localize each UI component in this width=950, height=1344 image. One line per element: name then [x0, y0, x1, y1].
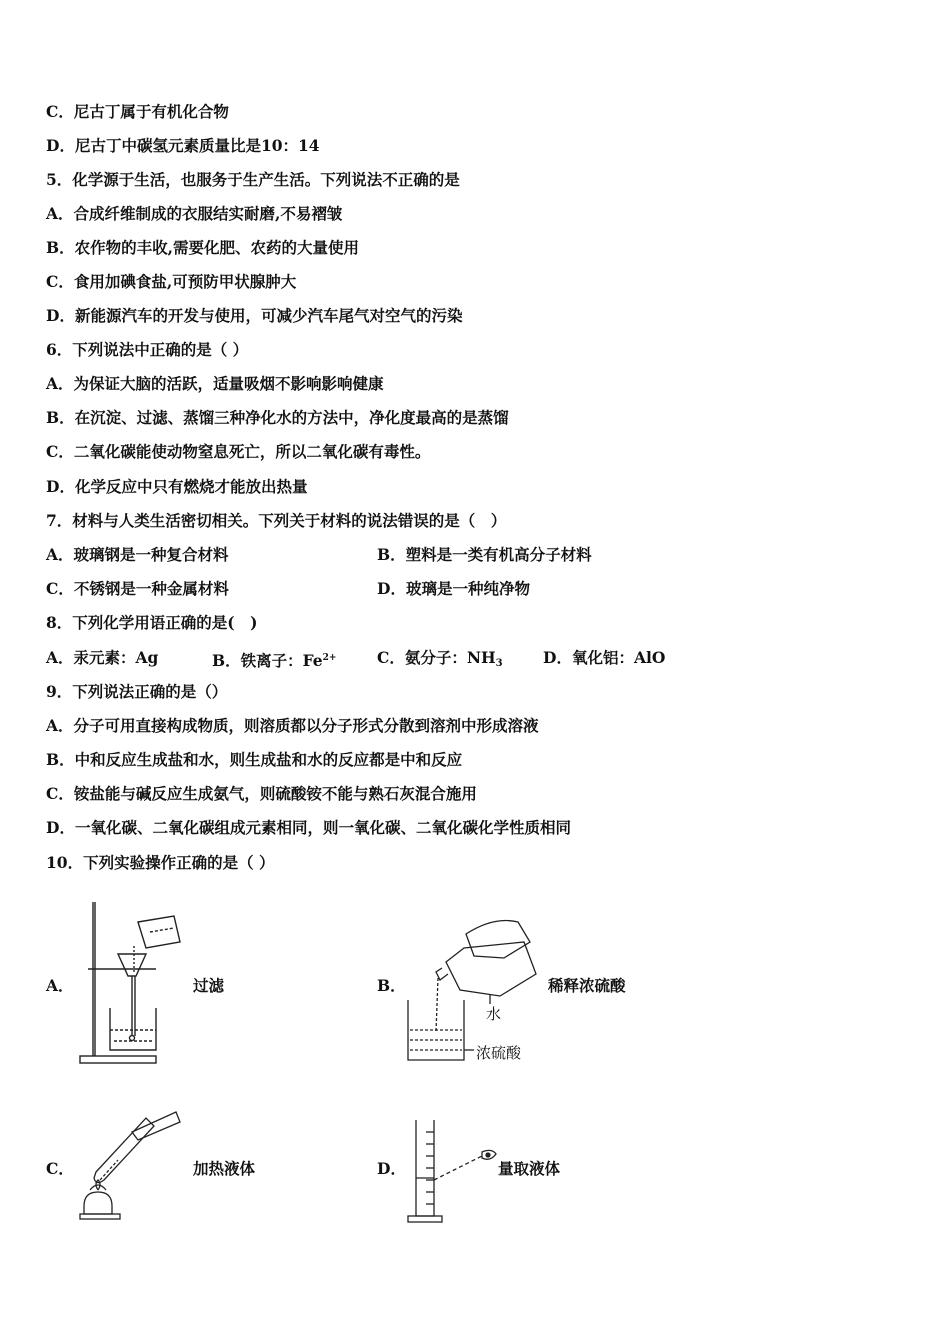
- q4-option-c: C．尼古丁属于有机化合物: [46, 102, 229, 121]
- q6-option-c: C．二氧化碳能使动物窒息死亡，所以二氧化碳有毒性。: [46, 442, 431, 461]
- question-10: 10．下列实验操作正确的是（ ）: [46, 853, 275, 872]
- question-5: 5．化学源于生活，也服务于生产生活。下列说法不正确的是: [46, 170, 460, 189]
- q6-option-a: A．为保证大脑的活跃，适量吸烟不影响影响健康: [46, 374, 384, 393]
- q5-option-c: C．食用加碘食盐,可预防甲状腺肿大: [46, 272, 297, 291]
- water-label: 水: [486, 1005, 502, 1023]
- q10-option-a-letter: A．: [46, 976, 74, 995]
- q7-option-b: B．塑料是一类有机高分子材料: [377, 545, 592, 564]
- q10-option-d-caption: 量取液体: [498, 1159, 561, 1178]
- question-7: 7．材料与人类生活密切相关。下列关于材料的说法错误的是（ ）: [46, 511, 507, 530]
- q8b-text: B．铁离子：Fe: [212, 651, 323, 670]
- q8c-text: C．氨分子：NH: [377, 648, 496, 667]
- q6-option-b: B．在沉淀、过滤、蒸馏三种净化水的方法中，净化度最高的是蒸馏: [46, 408, 509, 427]
- q7-option-c: C．不锈钢是一种金属材料: [46, 579, 229, 598]
- q10-option-a-caption: 过滤: [193, 976, 225, 995]
- q5-option-d: D．新能源汽车的开发与使用，可减少汽车尾气对空气的污染: [46, 306, 463, 325]
- question-9: 9．下列说法正确的是（）: [46, 682, 228, 701]
- q10-option-d-letter: D．: [377, 1159, 406, 1178]
- q9-option-c: C．铵盐能与碱反应生成氨气，则硫酸铵不能与熟石灰混合施用: [46, 784, 477, 803]
- q9-option-b: B．中和反应生成盐和水，则生成盐和水的反应都是中和反应: [46, 750, 463, 769]
- q5-option-a: A．合成纤维制成的衣服结实耐磨,不易褶皱: [46, 204, 343, 223]
- concentrated-acid-label: 浓硫酸: [476, 1044, 522, 1062]
- q7-option-a: A．玻璃钢是一种复合材料: [46, 545, 229, 564]
- q9-option-d: D．一氧化碳、二氧化碳组成元素相同，则一氧化碳、二氧化碳化学性质相同: [46, 818, 571, 837]
- q8-option-c: [377, 648, 503, 674]
- filtration-apparatus-icon: [74, 896, 186, 1068]
- q10-option-c-letter: C．: [46, 1159, 74, 1178]
- test-tube-heating-icon: [76, 1108, 188, 1224]
- q5-option-b: B．农作物的丰收,需要化肥、农药的大量使用: [46, 238, 359, 257]
- q10-option-b-letter: B．: [377, 976, 406, 995]
- q9-option-a: A．分子可用直接构成物质，则溶质都以分子形式分散到溶剂中形成溶液: [46, 716, 539, 735]
- q10-option-c-caption: 加热液体: [193, 1159, 256, 1178]
- q10-option-b-caption: 稀释浓硫酸: [548, 976, 626, 995]
- q8b-charge: 2+: [322, 653, 337, 663]
- q8-option-a: A．汞元素：Ag: [46, 648, 159, 667]
- q8-option-d: D．氧化铝：AlO: [543, 648, 666, 667]
- q6-option-d: D．化学反应中只有燃烧才能放出热量: [46, 477, 308, 496]
- question-6: 6．下列说法中正确的是（ ）: [46, 340, 249, 359]
- question-8: 8．下列化学用语正确的是( ): [46, 613, 258, 632]
- q8c-subscript: 3: [495, 658, 503, 669]
- q8-option-b: [212, 648, 336, 671]
- graduated-cylinder-icon: [402, 1116, 502, 1228]
- dilution-apparatus-icon: [404, 912, 544, 1072]
- q4-option-d: D．尼古丁中碳氢元素质量比是10：14: [46, 136, 320, 155]
- q7-option-d: D．玻璃是一种纯净物: [377, 579, 530, 598]
